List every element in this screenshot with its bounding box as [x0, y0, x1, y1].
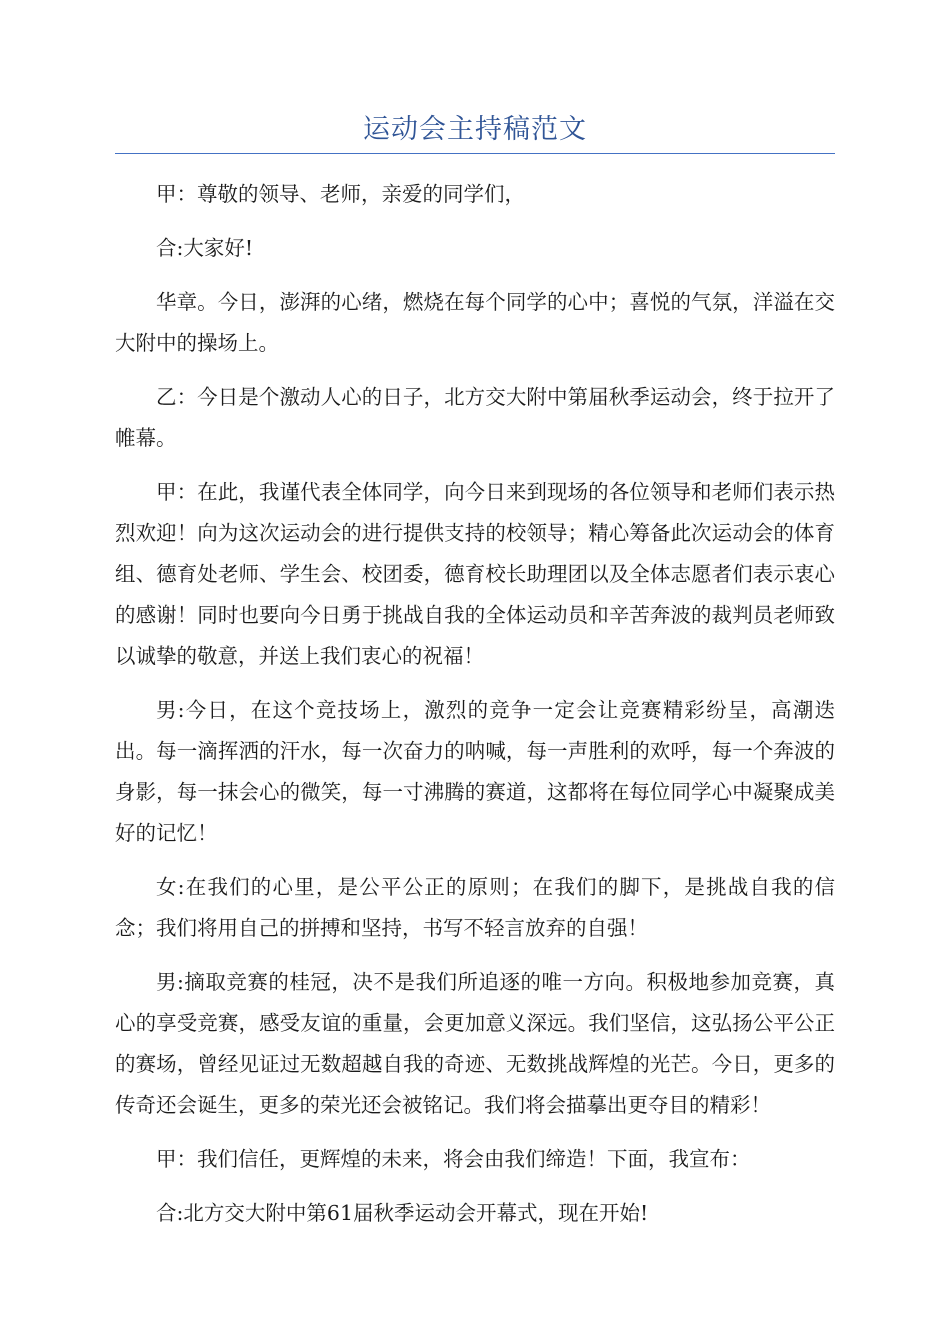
paragraph-4: 乙：今日是个激动人心的日子，北方交大附中第届秋季运动会，终于拉开了帷幕。 [115, 385, 835, 450]
document-title: 运动会主持稿范文 [363, 114, 587, 145]
paragraph-6: 男:今日，在这个竞技场上，激烈的竞争一定会让竞赛精彩纷呈，高潮迭出。每一滴挥洒的汗水，每一次奋力的呐喊，每一声胜利的欢呼，每一个奔波的身影，每一抹会心的微笑，每一寸沸腾的赛道，这都将在每位同学心中凝聚成美好的记忆！ [115, 698, 835, 845]
paragraph-3: 华章。今日，澎湃的心绪，燃烧在每个同学的心中；喜悦的气氛，洋溢在交大附中的操场上。 [115, 290, 835, 355]
paragraph-9: 甲：我们信任，更辉煌的未来，将会由我们缔造！下面，我宣布： [156, 1147, 751, 1171]
title-underline [115, 153, 835, 154]
paragraph-8: 男:摘取竞赛的桂冠，决不是我们所追逐的唯一方向。积极地参加竞赛，真心的享受竞赛，感受友谊的重量，会更加意义深远。我们坚信，这弘扬公平公正的赛场，曾经见证过无数超越自我的奇迹、无数挑战辉煌的光芒。今日，更多的传奇还会诞生，更多的荣光还会被铭记。我们将会描摹出更夺目的精彩！ [115, 970, 835, 1117]
paragraph-7: 女:在我们的心里，是公平公正的原则；在我们的脚下，是挑战自我的信念；我们将用自己的拼搏和坚持，书写不轻言放弃的自强！ [115, 875, 835, 940]
paragraph-5: 甲：在此，我谨代表全体同学，向今日来到现场的各位领导和老师们表示热烈欢迎！向为这次运动会的进行提供支持的校领导；精心筹备此次运动会的体育组、德育处老师、学生会、校团委，德育校长助理团以及全体志愿者们表示衷心的感谢！同时也要向今日勇于挑战自我的全体运动员和辛苦奔波的裁判员老师致以诚挚的敬意，并送上我们衷心的祝福！ [115, 480, 835, 668]
paragraph-10: 合:北方交大附中第61届秋季运动会开幕式，现在开始! [156, 1201, 649, 1225]
paragraph-1: 甲：尊敬的领导、老师，亲爱的同学们， [156, 182, 525, 206]
document-body [115, 174, 835, 1247]
paragraph-2: 合:大家好! [156, 236, 254, 260]
